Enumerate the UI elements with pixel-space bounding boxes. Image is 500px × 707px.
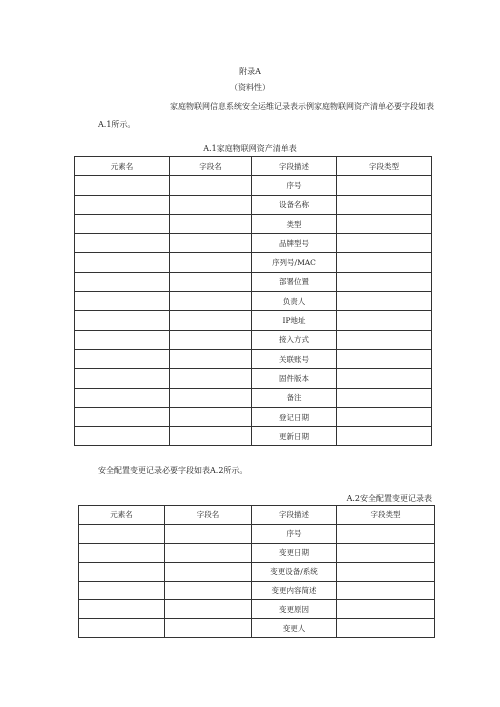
table-cell bbox=[337, 330, 432, 349]
table-cell: 序号 bbox=[252, 524, 337, 543]
table-cell bbox=[170, 388, 252, 407]
table-cell bbox=[337, 253, 432, 272]
table-cell: 类型 bbox=[252, 214, 337, 233]
table-cell: IP地址 bbox=[252, 311, 337, 330]
table-row bbox=[75, 234, 432, 253]
table-row bbox=[75, 214, 432, 233]
column-header: 字段类型 bbox=[337, 157, 432, 176]
table-cell bbox=[75, 214, 170, 233]
table-cell bbox=[170, 272, 252, 291]
table-row bbox=[75, 427, 432, 446]
table-row bbox=[75, 272, 432, 291]
table-cell bbox=[337, 349, 432, 368]
table-cell bbox=[337, 214, 432, 233]
table-cell bbox=[75, 292, 170, 311]
table-cell bbox=[75, 272, 170, 291]
table-cell: 变更日期 bbox=[252, 543, 337, 562]
table-cell bbox=[75, 311, 170, 330]
table-cell: 固件版本 bbox=[252, 369, 337, 388]
table-cell bbox=[165, 619, 252, 638]
table-cell bbox=[75, 176, 170, 195]
table-cell bbox=[75, 330, 170, 349]
section2-paragraph: 安全配置变更记录必要字段如表A.2所示。 bbox=[98, 466, 248, 475]
table-cell: 品牌型号 bbox=[252, 234, 337, 253]
table-cell bbox=[75, 195, 170, 214]
table-row bbox=[75, 311, 432, 330]
table-cell bbox=[165, 524, 252, 543]
table-cell bbox=[75, 234, 170, 253]
table-cell bbox=[170, 176, 252, 195]
table-cell bbox=[75, 427, 170, 446]
table-cell bbox=[75, 369, 170, 388]
table-cell bbox=[75, 349, 170, 368]
table-cell bbox=[170, 349, 252, 368]
table-row bbox=[75, 253, 432, 272]
table-cell bbox=[75, 388, 170, 407]
table-row bbox=[79, 562, 435, 581]
table-cell bbox=[75, 253, 170, 272]
table-cell bbox=[337, 524, 435, 543]
table-cell: 备注 bbox=[252, 388, 337, 407]
table-row bbox=[75, 349, 432, 368]
table-cell: 变更原因 bbox=[252, 600, 337, 619]
table-cell bbox=[337, 600, 435, 619]
table-cell bbox=[337, 543, 435, 562]
table-cell: 部署位置 bbox=[252, 272, 337, 291]
table-cell: 变更人 bbox=[252, 619, 337, 638]
table-row bbox=[75, 388, 432, 407]
table-cell bbox=[165, 562, 252, 581]
table-cell bbox=[170, 407, 252, 426]
table-cell bbox=[165, 600, 252, 619]
table-cell bbox=[75, 407, 170, 426]
table-cell bbox=[170, 214, 252, 233]
table-row bbox=[75, 407, 432, 426]
table-row bbox=[79, 619, 435, 638]
table-cell bbox=[79, 562, 165, 581]
table-header-row bbox=[79, 506, 435, 525]
table-cell bbox=[79, 524, 165, 543]
table-cell bbox=[170, 369, 252, 388]
table-cell bbox=[337, 311, 432, 330]
table-cell bbox=[337, 369, 432, 388]
table-cell bbox=[337, 292, 432, 311]
table-cell bbox=[337, 272, 432, 291]
table-row bbox=[75, 369, 432, 388]
config-change-table bbox=[78, 505, 435, 638]
table-cell bbox=[165, 543, 252, 562]
table-row bbox=[79, 600, 435, 619]
table-cell: 设备名称 bbox=[252, 195, 337, 214]
table-cell bbox=[170, 330, 252, 349]
table-cell: 接入方式 bbox=[252, 330, 337, 349]
table-cell bbox=[170, 311, 252, 330]
table2-caption: A.2安全配置变更记录表 bbox=[346, 494, 432, 503]
table-cell bbox=[337, 581, 435, 600]
table-row bbox=[75, 176, 432, 195]
table-header-row bbox=[75, 157, 432, 176]
table-cell bbox=[170, 195, 252, 214]
table-row bbox=[75, 292, 432, 311]
table-cell bbox=[79, 619, 165, 638]
column-header: 字段描述 bbox=[252, 506, 337, 525]
table-cell bbox=[79, 543, 165, 562]
column-header: 元素名 bbox=[79, 506, 165, 525]
table-cell: 更新日期 bbox=[252, 427, 337, 446]
table-cell: 负责人 bbox=[252, 292, 337, 311]
table-cell bbox=[337, 619, 435, 638]
appendix-subtitle: （资料性） bbox=[230, 83, 270, 92]
table-cell bbox=[337, 562, 435, 581]
column-header: 字段描述 bbox=[252, 157, 337, 176]
table-cell bbox=[337, 407, 432, 426]
column-header: 字段名 bbox=[165, 506, 252, 525]
column-header: 字段名 bbox=[170, 157, 252, 176]
table-cell bbox=[165, 581, 252, 600]
table-row bbox=[75, 330, 432, 349]
intro-paragraph: 家庭物联网信息系统安全运维记录表示例家庭物联网资产清单必要字段如表A.1所示。 bbox=[98, 102, 434, 129]
table-row bbox=[79, 543, 435, 562]
table-cell bbox=[337, 234, 432, 253]
table-cell bbox=[337, 388, 432, 407]
table-cell bbox=[79, 581, 165, 600]
table-cell: 变更设备/系统 bbox=[252, 562, 337, 581]
table-cell bbox=[170, 253, 252, 272]
table-row bbox=[79, 581, 435, 600]
table-cell bbox=[337, 176, 432, 195]
table-cell: 关联账号 bbox=[252, 349, 337, 368]
table-cell: 变更内容简述 bbox=[252, 581, 337, 600]
column-header: 元素名 bbox=[75, 157, 170, 176]
table-cell: 序号 bbox=[252, 176, 337, 195]
table1-caption: A.1家庭物联网资产清单表 bbox=[203, 144, 297, 153]
table-row bbox=[75, 195, 432, 214]
table-cell bbox=[337, 427, 432, 446]
table-cell bbox=[170, 292, 252, 311]
table-cell bbox=[337, 195, 432, 214]
appendix-title: 附录A bbox=[239, 67, 261, 76]
table-cell bbox=[170, 427, 252, 446]
table-cell: 登记日期 bbox=[252, 407, 337, 426]
table-cell: 序列号/MAC bbox=[252, 253, 337, 272]
asset-list-table bbox=[74, 156, 432, 446]
column-header: 字段类型 bbox=[337, 506, 435, 525]
table-cell bbox=[170, 234, 252, 253]
table-cell bbox=[79, 600, 165, 619]
table-row bbox=[79, 524, 435, 543]
